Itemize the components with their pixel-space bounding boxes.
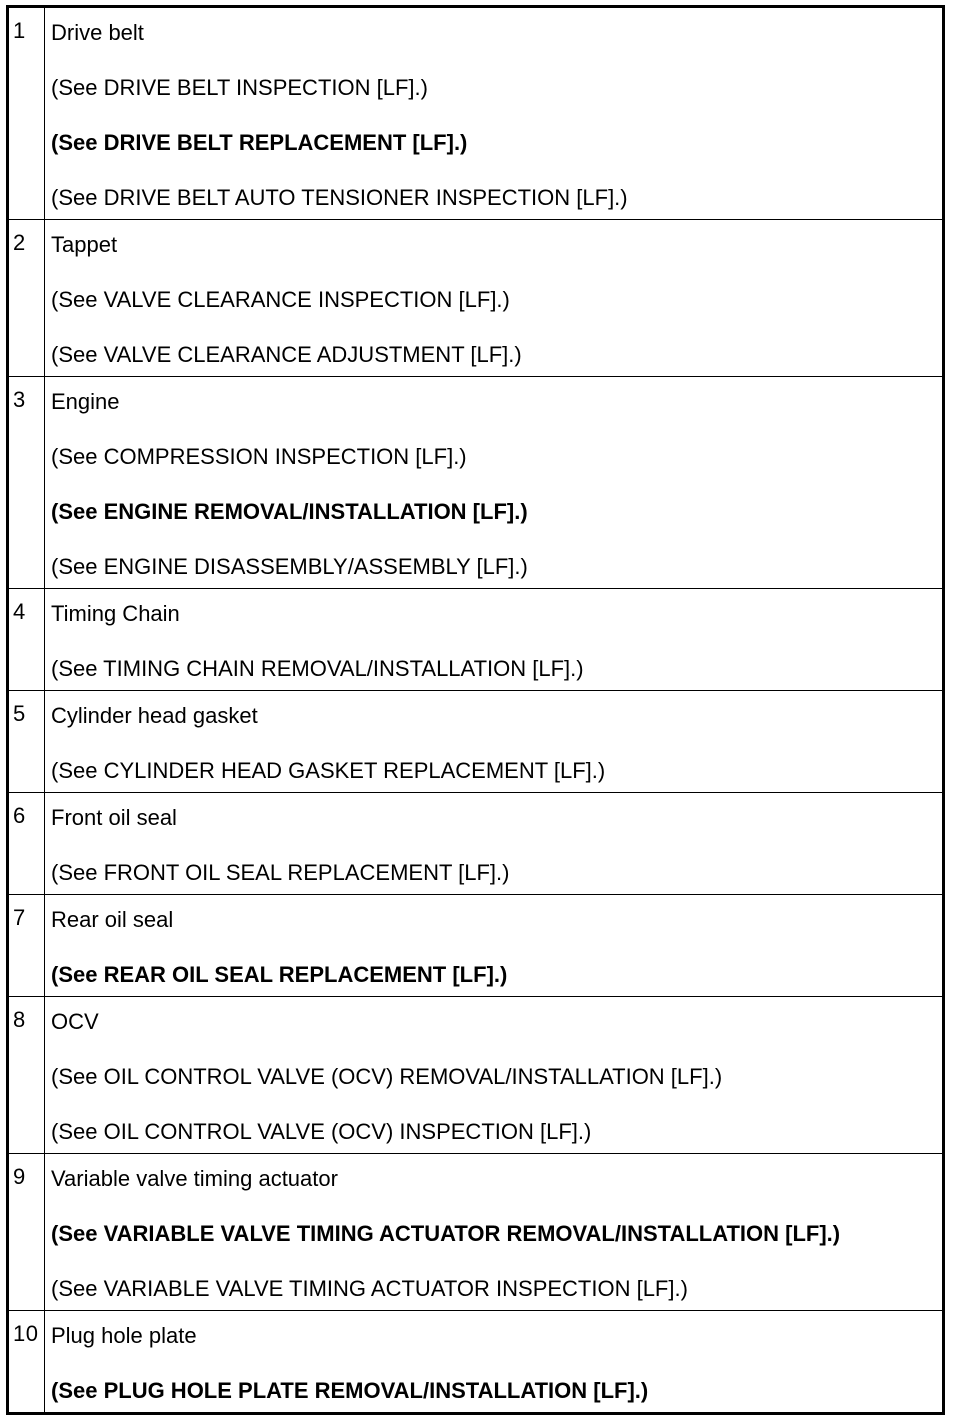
item-title: Front oil seal [51, 805, 177, 830]
procedure-reference-link[interactable]: (See ENGINE DISASSEMBLY/ASSEMBLY [LF].) [51, 554, 528, 579]
item-content [45, 793, 944, 895]
procedure-reference-link[interactable]: (See DRIVE BELT AUTO TENSIONER INSPECTION [LF].) [51, 185, 628, 210]
item-number: 2 [8, 220, 45, 377]
item-content [45, 895, 944, 997]
item-title: Rear oil seal [51, 907, 174, 932]
procedure-reference-link[interactable]: (See PLUG HOLE PLATE REMOVAL/INSTALLATION [LF].) [51, 1378, 649, 1403]
procedure-reference-link[interactable]: (See ENGINE REMOVAL/INSTALLATION [LF].) [51, 499, 528, 524]
procedure-reference-link[interactable]: (See COMPRESSION INSPECTION [LF].) [51, 444, 467, 469]
item-number: 5 [8, 691, 45, 793]
item-title: OCV [51, 1009, 99, 1034]
item-content [45, 589, 944, 691]
item-number: 6 [8, 793, 45, 895]
table-row [8, 895, 944, 997]
procedure-reference-link[interactable]: (See OIL CONTROL VALVE (OCV) REMOVAL/INSTALLATION [LF].) [51, 1064, 723, 1089]
procedure-reference-link[interactable]: (See FRONT OIL SEAL REPLACEMENT [LF].) [51, 860, 510, 885]
item-number: 1 [8, 7, 45, 220]
procedure-reference-link[interactable]: (See DRIVE BELT INSPECTION [LF].) [51, 75, 428, 100]
item-number: 3 [8, 377, 45, 589]
item-number: 8 [8, 997, 45, 1154]
item-content [45, 997, 944, 1154]
table-row [8, 997, 944, 1154]
table-row [8, 691, 944, 793]
procedure-reference-link[interactable]: (See DRIVE BELT REPLACEMENT [LF].) [51, 130, 468, 155]
item-title: Variable valve timing actuator [51, 1166, 338, 1191]
procedure-reference-link[interactable]: (See VALVE CLEARANCE INSPECTION [LF].) [51, 287, 510, 312]
reference-table [6, 5, 945, 1415]
item-content [45, 377, 944, 589]
item-title: Tappet [51, 232, 118, 257]
item-number: 4 [8, 589, 45, 691]
item-title: Drive belt [51, 20, 144, 45]
procedure-reference-link[interactable]: (See TIMING CHAIN REMOVAL/INSTALLATION [LF].) [51, 656, 584, 681]
item-content [45, 1154, 944, 1311]
procedure-reference-link[interactable]: (See VARIABLE VALVE TIMING ACTUATOR INSPECTION [LF].) [51, 1276, 688, 1301]
item-number: 9 [8, 1154, 45, 1311]
item-content [45, 691, 944, 793]
table-row [8, 220, 944, 377]
item-title: Cylinder head gasket [51, 703, 258, 728]
item-content [45, 1311, 944, 1414]
procedure-reference-link[interactable]: (See VALVE CLEARANCE ADJUSTMENT [LF].) [51, 342, 522, 367]
table-body [8, 7, 944, 1414]
item-title: Timing Chain [51, 601, 180, 626]
item-number: 10 [8, 1311, 45, 1414]
procedure-reference-link[interactable]: (See OIL CONTROL VALVE (OCV) INSPECTION [LF].) [51, 1119, 592, 1144]
item-title: Plug hole plate [51, 1323, 197, 1348]
table-row [8, 793, 944, 895]
table-row [8, 1154, 944, 1311]
item-title: Engine [51, 389, 120, 414]
table-row [8, 1311, 944, 1414]
table-row [8, 377, 944, 589]
item-content [45, 220, 944, 377]
table-row [8, 589, 944, 691]
table-row [8, 7, 944, 220]
item-content [45, 7, 944, 220]
procedure-reference-link[interactable]: (See VARIABLE VALVE TIMING ACTUATOR REMOVAL/INSTALLATION [LF].) [51, 1221, 841, 1246]
procedure-reference-link[interactable]: (See CYLINDER HEAD GASKET REPLACEMENT [LF].) [51, 758, 606, 783]
item-number: 7 [8, 895, 45, 997]
procedure-reference-link[interactable]: (See REAR OIL SEAL REPLACEMENT [LF].) [51, 962, 508, 987]
